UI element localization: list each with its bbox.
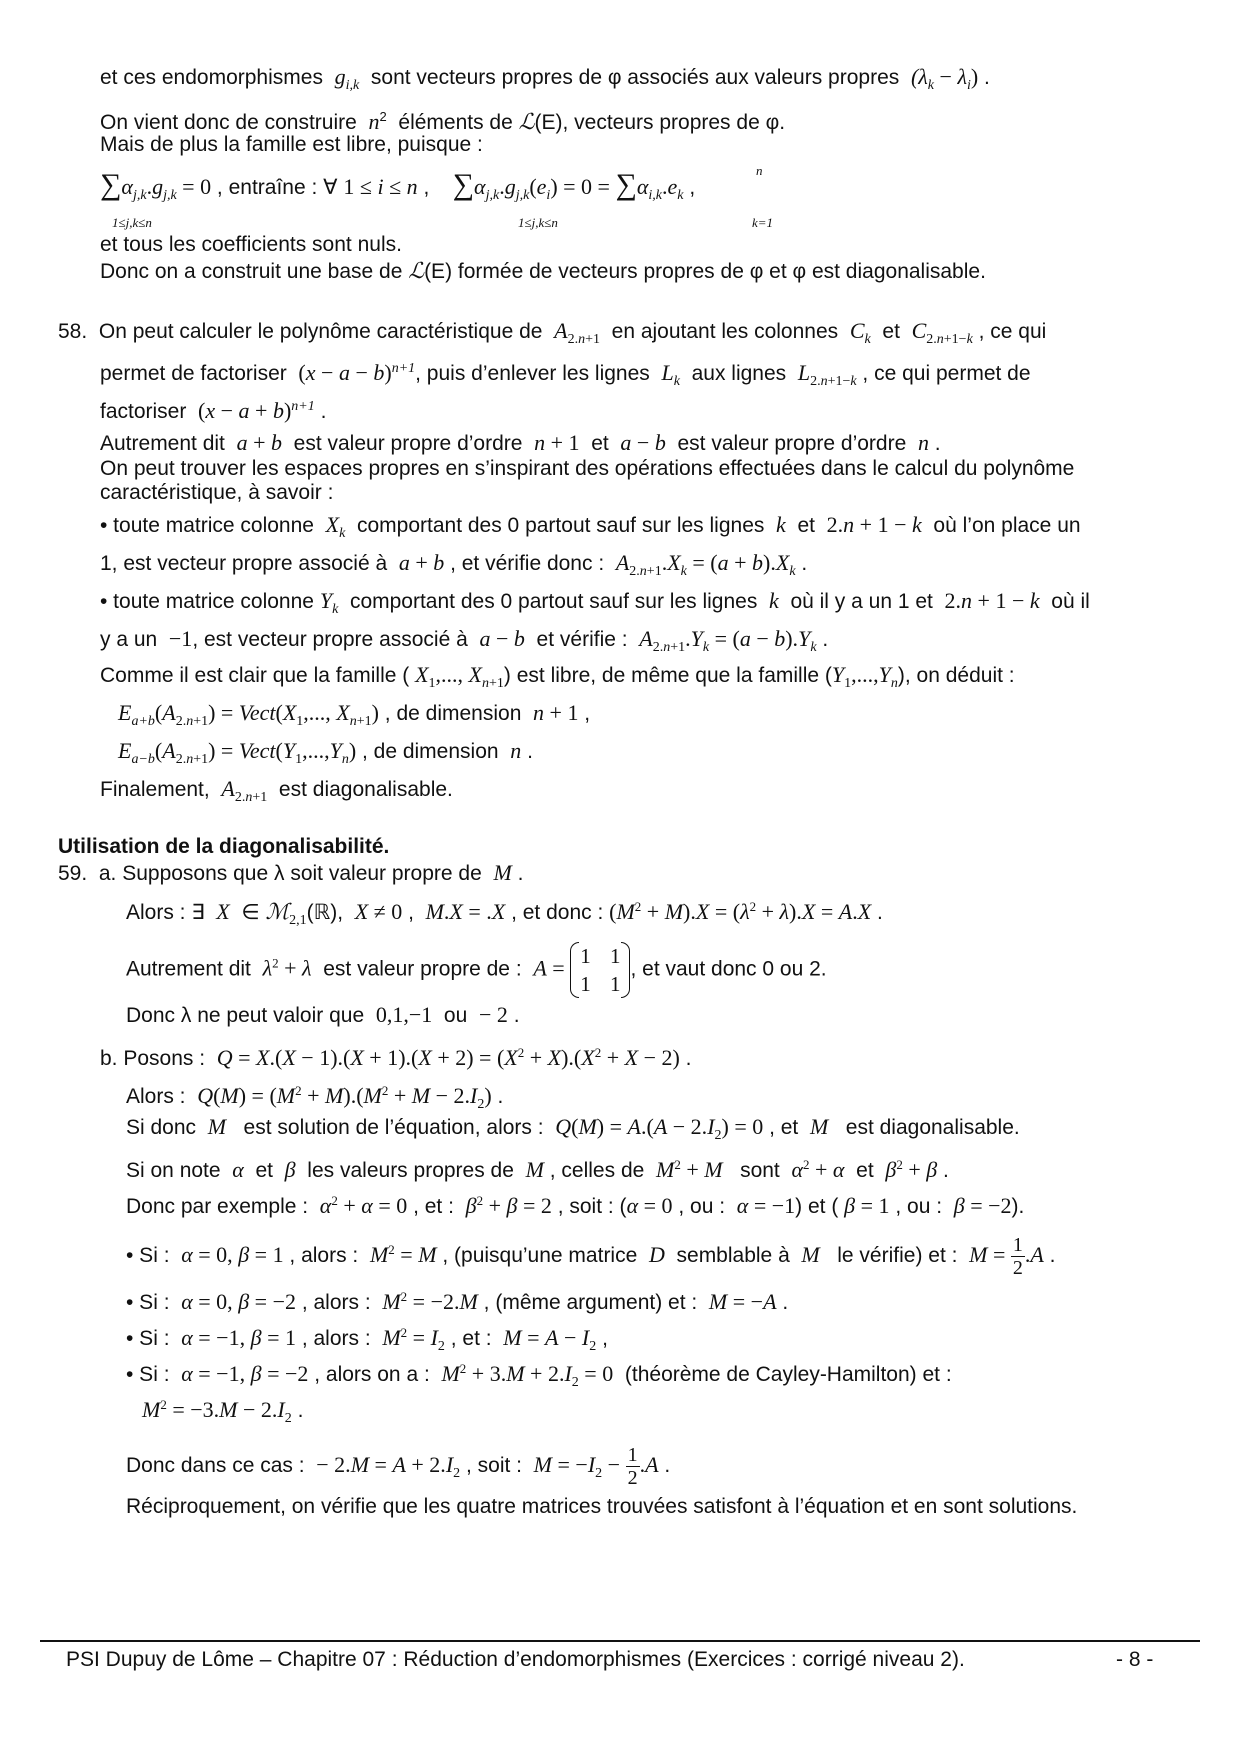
footer-divider (40, 1640, 1200, 1642)
text-line: • Si : α = 0, β = −2 , alors : $M^2 = -2.M$ , (même argument) et : M = −A . (126, 1289, 789, 1314)
text-line: • Si : α = −1, β = 1 , alors : $M^2 = I_2$ , et : $M = A - I_2$ , (126, 1325, 608, 1355)
text-line: Autrement dit $\lambda^2 + \lambda$ est valeur propre de : A = 1 1 1 1 , et vaut donc 0 ou 2. (126, 944, 827, 996)
text-line: Alors : ∃ X ∈ ℳ$_{2,1}$(ℝ), X ≠ 0 , M.X = .X , et donc : $(M^2 + M).X = (\lambda^2 + \lambda).X = A.X$ . (126, 899, 883, 929)
text-line: Si donc M est solution de l’équation, alors : $Q(M) = A.(A - 2.I_2) = 0$ , et M est diagonalisable. (126, 1114, 1020, 1144)
text-line: Alors : $Q(M) = (M^2 + M).(M^2 + M - 2.I_2)$ . (126, 1083, 504, 1113)
text-line: • toute matrice colonne $X_k$ comportant des 0 partout sauf sur les lignes k et 2.n + 1 − k où l’on place un (100, 512, 1081, 542)
text-line: Autrement dit a + b est valeur propre d’ordre n + 1 et a − b est valeur propre d’ordre n . (100, 430, 941, 455)
text-line: • toute matrice colonne $Y_k$ comportant des 0 partout sauf sur les lignes k où il y a un 1 et 2.n + 1 − k où il (100, 588, 1090, 618)
text-line: b. Posons : $Q = X.(X - 1).(X + 1).(X + 2) = (X^2 + X).(X^2 + X - 2)$ . (100, 1045, 692, 1070)
text-line: caractéristique, à savoir : (100, 481, 334, 504)
section-heading: Utilisation de la diagonalisabilité. (58, 835, 390, 858)
text-line: permet de factoriser $(x - a - b)^{n+1}$, puis d’enlever les lignes $L_k$ aux lignes $L_{2.n+1-k}$ , ce qui permet de (100, 360, 1031, 390)
text-line: 1≤j,k≤n (112, 215, 152, 230)
text-line: factoriser $(x - a + b)^{n+1}$ . (100, 398, 327, 423)
text-line: et tous les coefficients sont nuls. (100, 233, 402, 256)
text-line: 59. a. Supposons que λ soit valeur propre de M . (58, 860, 524, 885)
text-line: $E_{a-b}(A_{2.n+1})$ = $Vect(Y_1,...,Y_n)$ , de dimension n . (118, 738, 533, 768)
text-line: $M^2 = -3.M - 2.I_2$ . (142, 1397, 304, 1427)
text-line: 1≤j,k≤n (518, 215, 558, 230)
text-line: et ces endomorphismes $g_{i,k}$ sont vecteurs propres de φ associés aux valeurs propres $(\lambda_k - \lambda_i)$ . (100, 64, 990, 94)
matrix-A: 1 1 1 1 (570, 942, 630, 998)
text-line: Finalement, $A_{2.n+1}$ est diagonalisable. (100, 776, 453, 806)
text-line: 58. On peut calculer le polynôme caractéristique de $A_{2.n+1}$ en ajoutant les colonnes $C_k$ et $C_{2.n+1-k}$ , ce qui (58, 318, 1047, 348)
text-line: Donc par exemple : $\alpha^2 + \alpha = 0$ , et : $\beta^2 + \beta = 2$ , soit : (α = 0 , ou : α = −1) et ( β = 1 , ou : β = −2). (126, 1193, 1025, 1218)
text-line: y a un −1, est vecteur propre associé à a − b et vérifie : $A_{2.n+1}.Y_k = (a - b).Y_k$ . (100, 626, 829, 656)
text-line: • Si : α = 0, β = 1 , alors : $M^2 = M$ , (puisqu’une matrice D semblable à M le vérifie) et : M = $\frac{1}{2}$ .A . (126, 1234, 1056, 1279)
footer-title: PSI Dupuy de Lôme – Chapitre 07 : Réduction d’endomorphismes (Exercices : corrigé niveau 2). (66, 1648, 965, 1671)
text-line: Réciproquement, on vérifie que les quatre matrices trouvées satisfont à l’équation et en sont solutions. (126, 1495, 1078, 1518)
text-line: Donc dans ce cas : − $2.M = A + 2.I_2$ , soit : $M = -I_2$ − $\frac{1}{2}$ .A . (126, 1444, 671, 1489)
text-line: On vient donc de construire $n^2$ éléments de ℒ(E), vecteurs propres de φ. (100, 109, 786, 134)
text-line: $\sum\alpha_{j,k}.g_{j,k} = 0$ , entraîne : ∀ 1 ≤ i ≤ n , $\sum\alpha_{j,k}.g_{j,k}(e_i) = 0 = \sum\alpha_{i,k}.e_k$ , (100, 168, 696, 204)
page-number: - 8 - (1116, 1648, 1154, 1671)
text-line: Si on note α et β les valeurs propres de M , celles de $M^2 + M$ sont $\alpha^2 + \alpha$ et $\beta^2 + \beta$ . (126, 1157, 949, 1182)
text-line: n (756, 163, 763, 178)
text-line: k=1 (752, 215, 774, 230)
text-line: • Si : α = −1, β = −2 , alors on a : $M^2 + 3.M + 2.I_2 = 0$ (théorème de Cayley-Hamilton) et : (126, 1361, 952, 1391)
text-line: $E_{a+b}(A_{2.n+1})$ = $Vect(X_1$,..., $X_{n+1}$) , de dimension n + 1 , (118, 700, 591, 730)
text-line: 1, est vecteur propre associé à a + b , et vérifie donc : $A_{2.n+1}.X_k = (a + b).X_k$ . (100, 550, 808, 580)
text-line: On peut trouver les espaces propres en s’inspirant des opérations effectuées dans le calcul du polynôme (100, 457, 1075, 480)
text-line: Donc λ ne peut valoir que 0,1,−1 ou − 2 . (126, 1002, 520, 1027)
text-line: Donc on a construit une base de ℒ(E) formée de vecteurs propres de φ et φ est diagonalisable. (100, 258, 986, 283)
text-line: Comme il est clair que la famille ( $X_1$,..., $X_{n+1}$) est libre, de même que la famille $(Y_1,...,Y_n)$, on déduit : (100, 662, 1015, 692)
text-line: Mais de plus la famille est libre, puisque : (100, 133, 483, 156)
